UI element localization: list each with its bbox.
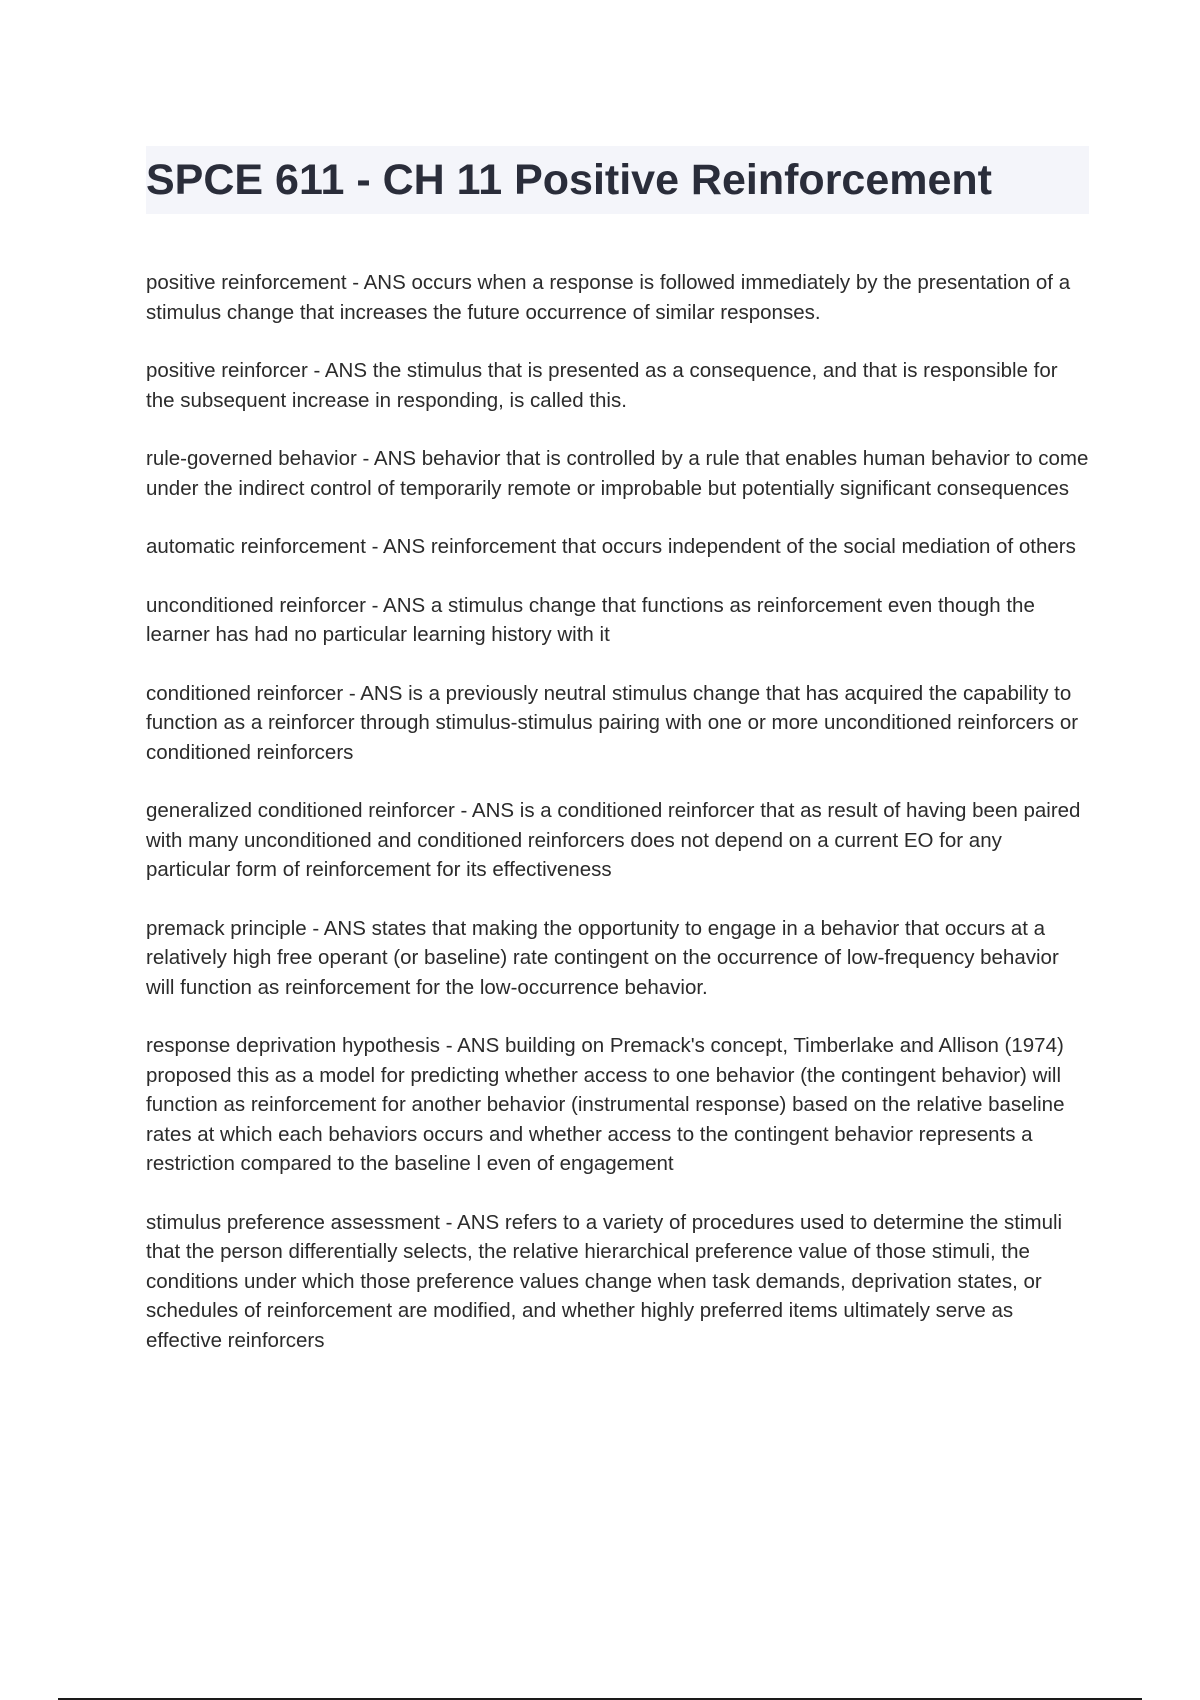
flashcard-entry: generalized conditioned reinforcer - ANS is a conditioned reinforcer that as result of having been paired with many unconditioned and conditioned reinforcers does not depend on a current EO for any particular form of reinforcement for its effectiveness <box>146 799 1081 881</box>
flashcard-entry: automatic reinforcement - ANS reinforcement that occurs independent of the social mediation of others <box>146 535 1076 558</box>
flashcard-entry: response deprivation hypothesis - ANS building on Premack's concept, Timberlake and Allison (1974) proposed this as a model for predicting whether access to one behavior (the contingent behavior) will function as reinforcement for another behavior (instrumental response) based on the relative baseline rates at which each behaviors occurs and whether access to the contingent behavior represents a restriction compared to the baseline l even of engagement <box>146 1034 1065 1175</box>
flashcard-entry: positive reinforcement - ANS occurs when a response is followed immediately by the presentation of a stimulus change that increases the future occurrence of similar responses. <box>146 271 1071 324</box>
flashcard-entry: conditioned reinforcer - ANS is a previously neutral stimulus change that has acquired the capability to function as a reinforcer through stimulus-stimulus pairing with one or more unconditioned reinforcers or conditioned reinforcers <box>146 681 1079 764</box>
title-banner <box>146 146 1089 214</box>
flashcard-entry: premack principle - ANS states that making the opportunity to engage in a behavior that occurs at a relatively high free operant (or baseline) rate contingent on the occurrence of low-frequency behavior will function as reinforcement for the low-occurrence behavior. <box>146 916 1059 999</box>
flashcard-entry: rule-governed behavior - ANS behavior that is controlled by a rule that enables human behavior to come under the indirect control of temporarily remote or improbable but potentially significant consequences <box>146 447 1089 500</box>
flashcard-entry: stimulus preference assessment - ANS refers to a variety of procedures used to determine the stimuli that the person differentially selects, the relative hierarchical preference value of those stimuli, the conditions under which those preference values change when task demands, deprivation states, or schedules of reinforcement are modified, and whether highly preferred items ultimately serve as effective reinforcers <box>146 1210 1063 1352</box>
flashcard-entry: unconditioned reinforcer - ANS a stimulus change that functions as reinforcement even though the learner has had no particular learning history with it <box>146 593 1035 646</box>
flashcard-list <box>146 268 1091 1384</box>
flashcard-entry: positive reinforcer - ANS the stimulus that is presented as a consequence, and that is responsible for the subsequent increase in responding, is called this. <box>146 359 1058 412</box>
page-title: SPCE 611 - CH 11 Positive Reinforcement <box>146 156 992 204</box>
